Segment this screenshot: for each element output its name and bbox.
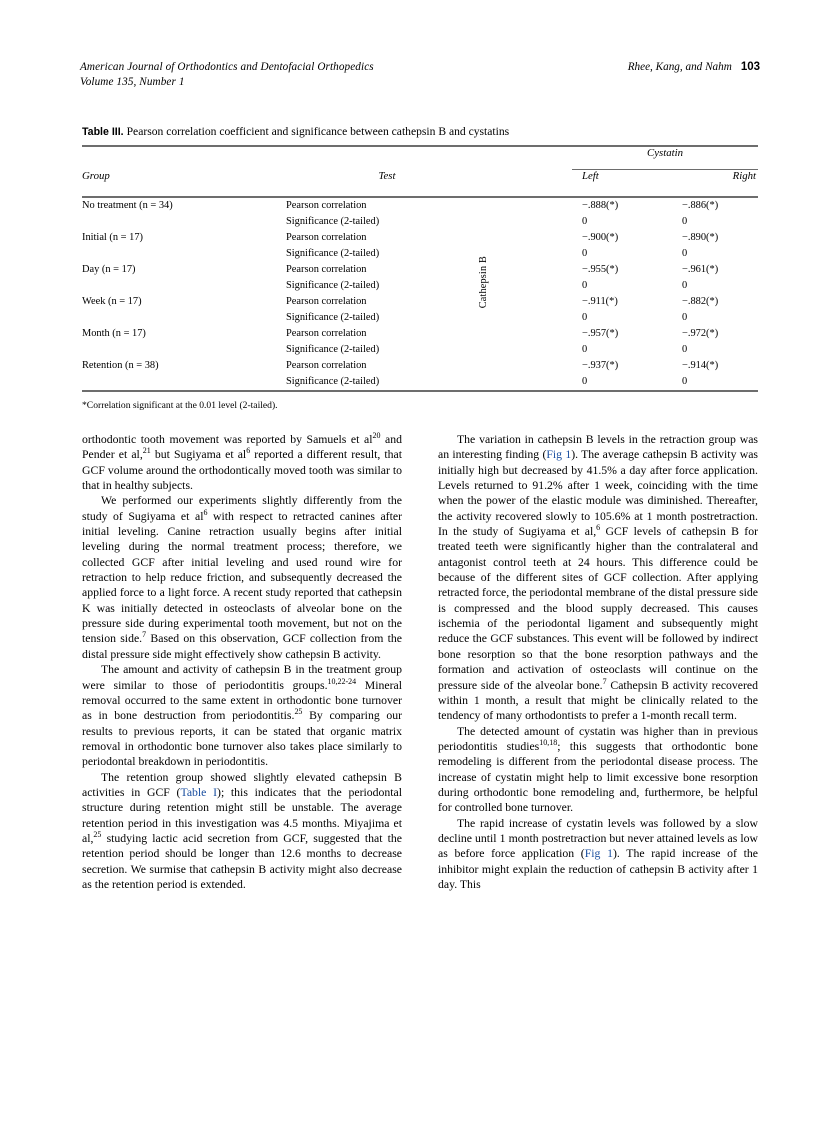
text-run: and Pender et al,: [82, 433, 402, 462]
fig-1-crossref-link[interactable]: Fig 1: [546, 448, 572, 462]
paragraph: [438, 816, 758, 893]
reference-superscript: 6: [596, 523, 601, 533]
row-test-pearson: Pearson correlation: [286, 328, 367, 339]
row-group-label: Month (n = 17): [82, 328, 146, 339]
row-group-label: No treatment (n = 34): [82, 200, 173, 211]
table-caption: [82, 124, 758, 140]
row-group-label: Initial (n = 17): [82, 232, 143, 243]
text-run: ). The average cathepsin B activity was initially high but decreased by 41.5% a day after force application. Levels returned to 91.2% after 1 week, coinciding with the time when the power of the elastic module was diminished. Thereafter, the activity recovered slowly to 105.6% at 1 month postretraction. In the study of Sugiyama et al,: [438, 448, 758, 539]
cell-sig-right: 0: [682, 344, 688, 355]
cell-sig-right: 0: [682, 312, 688, 323]
table-row: [82, 214, 758, 230]
reference-superscript: 10,22-24: [327, 676, 357, 686]
table-i-crossref-link[interactable]: Table I: [180, 785, 218, 799]
text-run: The retention group showed slightly elevated cathepsin B activities in GCF (: [82, 770, 402, 799]
cell-pearson-right: −.972(*): [682, 328, 719, 339]
table-row: [82, 358, 758, 374]
journal-volume-issue: Volume 135, Number 1: [80, 75, 185, 88]
row-test-significance: Significance (2-tailed): [286, 248, 380, 259]
row-group-label: Week (n = 17): [82, 296, 142, 307]
fig-1-crossref-link[interactable]: Fig 1: [584, 847, 613, 861]
table-row: [82, 294, 758, 310]
row-test-pearson: Pearson correlation: [286, 360, 367, 371]
text-run: We performed our experiments slightly differently from the study of Sugiyama et al: [82, 494, 402, 523]
row-test-pearson: Pearson correlation: [286, 232, 367, 243]
left-column: [82, 432, 402, 892]
correlation-table: [82, 147, 758, 392]
table-span-header-row: [82, 147, 758, 169]
text-run: Mineral removal occurred to the same extent in orthodontic bone turnover as in bone destruction from periodontitis.: [82, 678, 403, 723]
cell-pearson-right: −.914(*): [682, 360, 719, 371]
cell-pearson-right: −.890(*): [682, 232, 719, 243]
text-run: orthodontic tooth movement was reported by Samuels et al: [82, 433, 373, 446]
row-group-label: Day (n = 17): [82, 264, 136, 275]
text-run: ; this suggests that orthodontic bone remodeling is different from the periodontal disease process. The increase of cystatin might help to limit excessive bone resorption during orthodontic bone remodeling and, furthermore, be helpful for controlled bone turnover.: [438, 739, 758, 815]
text-run: GCF levels of cathepsin B for treated teeth were significantly higher than the contralateral and antagonist control teeth at 24 hours. This difference could be because of the different sites of GCF collection. After applying retracted force, the periodontal membrane of the distal pressure side is compressed and the blood supply decreased. This causes ischemia of the periodontal ligament and subsequently might reduce the GCF substances. This event will be followed by indirect bone resorption so that the bone resorption pathways and the formation and activation of osteoclasts will continue on the pressure side of the alveolar bone.: [438, 525, 758, 692]
table-row: [82, 198, 758, 214]
row-test-pearson: Pearson correlation: [286, 200, 367, 211]
text-run: studying lactic acid secretion from GCF, suggested that the retention period should be longer than 12.6 months to decrease secretion. We surmise that cathepsin B activity might also decrease as the retention period is extended.: [82, 831, 402, 891]
table-subheader-row: [82, 170, 758, 196]
text-run: reported a different result, that GCF volume around the orthodontically moved tooth was similar to that in healthy subjects.: [82, 448, 403, 493]
text-run: The detected amount of cystatin was higher than in previous periodontitis studies: [438, 724, 758, 753]
reference-superscript: 25: [93, 830, 102, 840]
table-row: [82, 246, 758, 262]
text-run: Based on this observation, GCF collection from the distal pressure side might effectively show cathepsin B activity.: [82, 632, 402, 661]
row-test-significance: Significance (2-tailed): [286, 216, 380, 227]
cell-sig-left: 0: [582, 248, 588, 259]
cell-pearson-left: −.957(*): [582, 328, 619, 339]
row-test-pearson: Pearson correlation: [286, 296, 367, 307]
cell-sig-left: 0: [582, 344, 588, 355]
cell-pearson-left: −.955(*): [582, 264, 619, 275]
reference-superscript: 6: [203, 507, 208, 517]
cell-sig-right: 0: [682, 216, 688, 227]
table-row: [82, 326, 758, 342]
table-bottom-rule-row: [82, 390, 758, 392]
row-group-label: Retention (n = 38): [82, 360, 159, 371]
table-row: [82, 230, 758, 246]
paragraph: [82, 662, 402, 769]
reference-superscript: 20: [372, 431, 381, 441]
table-bottom-rule: [82, 390, 758, 392]
text-run: ); this indicates that the periodontal structure during retention might still be unstable. The average retention period in this investigation was 4.5 months. Miyajima et al,: [82, 785, 403, 845]
column-header-test: Test: [378, 170, 396, 182]
cell-sig-right: 0: [682, 376, 688, 387]
table-footnote: *Correlation significant at the 0.01 level (2-tailed).: [82, 400, 278, 411]
table-row: [82, 278, 758, 294]
right-column: [438, 432, 758, 892]
cystatin-span-header: Cystatin: [647, 147, 683, 159]
table-row: [82, 374, 758, 390]
text-run: ). The rapid increase of the inhibitor might explain the reduction of cathepsin B activity after 1 day. This: [438, 847, 758, 891]
text-run: with respect to retracted canines after initial leveling. Canine retraction usually begins after initial leveling during the normal treatment process; therefore, we collected GCF after initial leveling and used round wire for retraction to help reduce friction, and subsequently decreased the applied force to a light force. A recent study reported that cathepsin K was initially detected in osteoclasts of alveolar bone on the pressure side during experimental tooth movement, but not on the tension side.: [82, 509, 402, 646]
running-head: [80, 60, 760, 89]
cell-sig-left: 0: [582, 216, 588, 227]
cell-sig-left: 0: [582, 312, 588, 323]
cell-pearson-left: −.900(*): [582, 232, 619, 243]
text-run: Cathepsin B activity recovered within 1 month, a result that might be clinically related to the tendency of many orthodontists to prefer a 1-month recall term.: [438, 678, 758, 723]
cell-pearson-right: −.961(*): [682, 264, 719, 275]
text-run: but Sugiyama et al: [150, 448, 247, 462]
reference-superscript: 6: [246, 446, 251, 456]
paragraph: [438, 432, 758, 724]
cell-sig-right: 0: [682, 280, 688, 291]
cell-sig-left: 0: [582, 280, 588, 291]
paragraph: [82, 432, 402, 493]
row-test-significance: Significance (2-tailed): [286, 312, 380, 323]
reference-superscript: 21: [142, 446, 151, 456]
text-run: By comparing our results to previous reports, it can be stated that organic matrix removal in orthodontic bone turnover also takes place similarly to periodontal breakdown in periodontitis.: [82, 709, 403, 769]
column-header-spacer: [492, 170, 572, 196]
body-text: [82, 432, 758, 892]
column-header-right: Right: [732, 170, 756, 182]
row-test-pearson: Pearson correlation: [286, 264, 367, 275]
table-label: Table III.: [82, 126, 124, 138]
cell-sig-right: 0: [682, 248, 688, 259]
row-test-significance: Significance (2-tailed): [286, 376, 380, 387]
column-header-left: Left: [582, 170, 599, 182]
paragraph: [82, 493, 402, 662]
cathepsin-b-axis-label: Cathepsin B: [478, 256, 489, 309]
column-header-group: Group: [82, 170, 110, 182]
table-title: Pearson correlation coefficient and significance between cathepsin B and cystatins: [126, 125, 510, 138]
page-number: 103: [740, 61, 760, 73]
running-head-right: [628, 60, 760, 75]
cell-sig-left: 0: [582, 376, 588, 387]
reference-superscript: 7: [602, 676, 607, 686]
text-run: The variation in cathepsin B levels in the retraction group was an interesting finding (: [438, 433, 758, 462]
cell-pearson-left: −.911(*): [582, 296, 618, 307]
table-row: [82, 342, 758, 358]
reference-superscript: 7: [142, 630, 147, 640]
reference-superscript: 25: [294, 707, 303, 717]
author-names: Rhee, Kang, and Nahm: [627, 61, 732, 73]
row-test-significance: Significance (2-tailed): [286, 280, 380, 291]
cell-pearson-right: −.882(*): [682, 296, 719, 307]
row-test-significance: Significance (2-tailed): [286, 344, 380, 355]
cell-pearson-left: −.937(*): [582, 360, 619, 371]
table-row: [82, 310, 758, 326]
paragraph: [82, 770, 402, 893]
cell-pearson-right: −.886(*): [682, 200, 719, 211]
table-row: [82, 262, 758, 278]
text-run: The rapid increase of cystatin levels was followed by a slow decline until 1 month postretraction but never attained levels as low as before force application (: [438, 816, 758, 861]
reference-superscript: 10,18: [539, 737, 558, 747]
cell-pearson-left: −.888(*): [582, 200, 619, 211]
paragraph: [438, 724, 758, 816]
table-iii: [82, 124, 758, 412]
journal-title: American Journal of Orthodontics and Dentofacial Orthopedics: [80, 61, 374, 73]
journal-citation: [80, 60, 374, 89]
text-run: The amount and activity of cathepsin B in the treatment group were similar to those of periodontitis groups.: [82, 663, 402, 692]
